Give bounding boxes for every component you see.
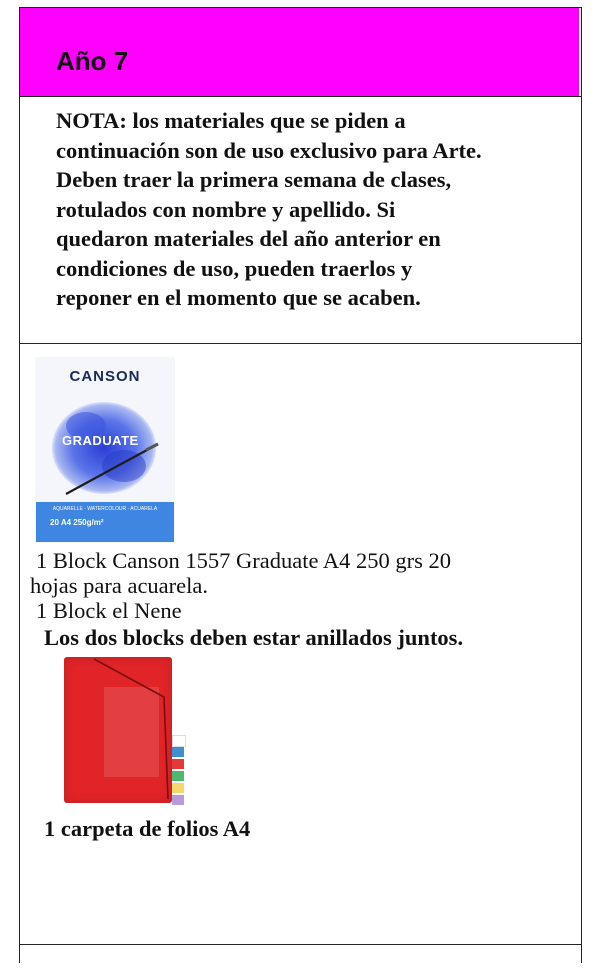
- table-bottom-border: [19, 944, 581, 945]
- nota-line: continuación son de uso exclusivo para Arte.: [56, 137, 482, 163]
- item-canson-line2: hojas para acuarela.: [30, 573, 209, 598]
- canson-band-text: AQUARELLE · WATERCOLOUR · ACUARELA: [52, 506, 158, 512]
- canson-block-image: [36, 358, 174, 542]
- nota-line: condiciones de uso, pueden traerlos y: [56, 255, 413, 281]
- nota-line: NOTA: los materiales que se piden a: [56, 108, 406, 133]
- canson-logo: CANSON: [69, 368, 141, 385]
- color-swatch: [172, 771, 184, 781]
- nota-line: quedaron materiales del año anterior en: [56, 226, 441, 251]
- item-carpeta: 1 carpeta de folios A4: [44, 816, 251, 841]
- color-swatch: [172, 759, 184, 769]
- header-divider: [19, 96, 581, 97]
- item-canson-line1: 1 Block Canson 1557 Graduate A4 250 grs 20: [36, 548, 451, 573]
- canson-spec: 20 A4 250g/m²: [50, 518, 104, 527]
- nota-line: reponer en el momento que se acaben.: [56, 285, 421, 310]
- blocks-note: Los dos blocks deben estar anillados juntos.: [44, 625, 464, 650]
- folder-elastic: [64, 657, 172, 803]
- color-swatch: [172, 747, 184, 757]
- nota-line: rotulados con nombre y apellido. Si: [56, 196, 396, 222]
- year-header: [20, 8, 579, 96]
- item-block-nene: 1 Block el Nene: [36, 598, 182, 623]
- nota-line: Deben traer la primera semana de clases,: [56, 167, 452, 192]
- color-swatch: [172, 783, 184, 793]
- color-swatch: [172, 795, 184, 805]
- nota-divider: [19, 343, 581, 344]
- watercolor-splash: [46, 396, 164, 504]
- canson-info-band: [36, 502, 174, 542]
- canson-graduate-label: GRADUATE: [62, 433, 139, 448]
- color-swatch: [172, 735, 186, 747]
- nota-paragraph: [56, 106, 566, 313]
- year-title: Año 7: [56, 46, 129, 76]
- folder-image: [60, 655, 190, 807]
- folder-cover: [64, 657, 172, 803]
